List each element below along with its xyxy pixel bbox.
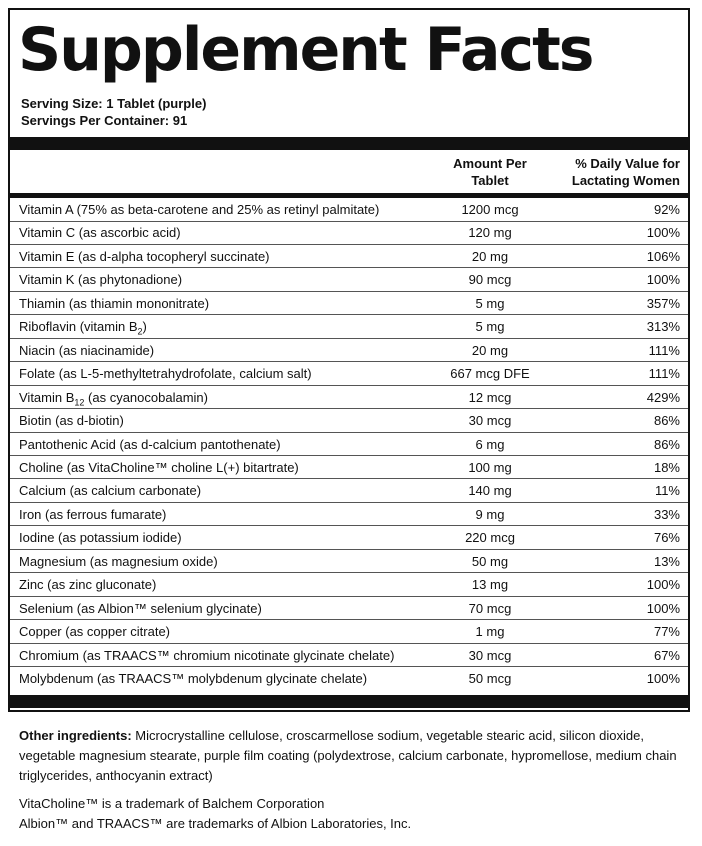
nutrient-row — [10, 620, 688, 644]
nutrient-daily-value: 11% — [654, 483, 680, 499]
nutrient-amount: 90 mcg — [468, 272, 512, 288]
nutrient-daily-value: 100% — [646, 671, 680, 686]
nutrient-name: Folate (as L-5-methyltetrahydrofolate, calcium salt) — [19, 366, 312, 382]
nutrient-amount: 50 mcg — [468, 671, 512, 686]
nutrient-daily-value: 86% — [653, 413, 680, 429]
nutrient-daily-value: 100% — [646, 600, 680, 616]
nutrient-daily-value: 313% — [646, 319, 680, 335]
nutrient-name-subscript: 2 — [137, 326, 143, 337]
nutrient-amount: 13 mg — [471, 577, 509, 593]
nutrient-amount: 50 mg — [471, 553, 509, 569]
nutrient-amount: 667 mcg DFE — [450, 366, 530, 382]
nutrient-name: Vitamin K (as phytonadione) — [19, 272, 183, 288]
other-ingredients — [19, 726, 687, 786]
nutrient-name: Iodine (as potassium iodide) — [19, 530, 182, 546]
nutrient-name: Iron (as ferrous fumarate) — [19, 506, 167, 522]
nutrient-amount: 220 mcg — [465, 530, 515, 546]
trademark-note-2: Albion™ and TRAACS™ are trademarks of Albion Laboratories, Inc. — [19, 816, 412, 831]
nutrient-name: Choline (as VitaCholine™ choline L(+) bitartrate) — [19, 459, 299, 475]
supplement-facts-panel — [8, 8, 690, 712]
nutrient-row — [10, 221, 688, 245]
nutrient-row — [10, 597, 688, 621]
nutrient-daily-value: 67% — [653, 647, 680, 663]
trademark-note-1: VitaCholine™ is a trademark of Balchem Corporation — [19, 796, 325, 811]
nutrient-name-text: (as cyanocobalamin) — [84, 389, 208, 405]
dv-header-line1: % Daily Value for — [575, 156, 680, 171]
nutrient-row — [10, 292, 688, 316]
nutrient-name: Vitamin C (as ascorbic acid) — [19, 225, 181, 241]
nutrient-row — [10, 245, 688, 269]
amount-header-line2: Tablet — [471, 173, 509, 188]
nutrient-amount: 5 mg — [475, 295, 505, 311]
nutrient-name: Vitamin A (75% as beta-carotene and 25% as retinyl palmitate) — [19, 202, 380, 217]
nutrient-name — [19, 389, 208, 408]
nutrient-daily-value: 106% — [646, 248, 680, 264]
nutrient-name: Zinc (as zinc gluconate) — [19, 577, 157, 593]
nutrient-daily-value: 13% — [653, 553, 680, 569]
nutrient-name-text: ) — [142, 319, 147, 335]
nutrient-amount: 1 mg — [475, 624, 505, 640]
nutrient-row — [10, 644, 688, 668]
amount-header-line1: Amount Per — [453, 156, 527, 171]
nutrient-daily-value: 33% — [653, 506, 680, 522]
nutrient-name: Selenium (as Albion™ selenium glycinate) — [19, 600, 262, 616]
nutrient-daily-value: 100% — [646, 225, 680, 241]
dv-header-line2: Lactating Women — [571, 173, 680, 188]
nutrient-amount: 20 mg — [471, 342, 509, 358]
nutrient-name: Biotin (as d-biotin) — [19, 413, 124, 429]
other-ingredients-label: Other ingredients: — [19, 728, 132, 743]
nutrient-row — [10, 315, 688, 339]
nutrient-row — [10, 339, 688, 363]
nutrient-daily-value: 100% — [646, 577, 680, 593]
nutrient-daily-value: 76% — [653, 530, 680, 546]
nutrient-name-text: Riboflavin (vitamin B — [19, 319, 138, 335]
nutrient-amount: 1200 mcg — [461, 202, 519, 217]
nutrient-row — [10, 386, 688, 410]
nutrient-daily-value: 100% — [646, 272, 680, 288]
nutrient-name: Niacin (as niacinamide) — [19, 342, 155, 358]
nutrient-amount: 12 mcg — [468, 389, 512, 405]
nutrient-row — [10, 268, 688, 292]
nutrient-row — [10, 433, 688, 457]
nutrient-name: Calcium (as calcium carbonate) — [19, 483, 202, 499]
nutrient-name: Molybdenum (as TRAACS™ molybdenum glycinate chelate) — [19, 671, 368, 686]
nutrient-amount: 100 mg — [468, 459, 512, 475]
thick-divider-bottom — [10, 695, 688, 708]
nutrient-daily-value: 111% — [648, 366, 680, 382]
nutrient-amount: 6 mg — [475, 436, 505, 452]
nutrient-daily-value: 357% — [646, 295, 680, 311]
nutrient-amount: 20 mg — [471, 248, 509, 264]
serving-size: Serving Size: 1 Tablet (purple) — [21, 96, 207, 111]
nutrient-row — [10, 503, 688, 527]
nutrient-daily-value: 86% — [653, 436, 680, 452]
panel-title: Supplement Facts — [18, 15, 593, 85]
nutrient-daily-value: 429% — [646, 389, 680, 405]
daily-value-column-header — [572, 155, 680, 189]
nutrient-name: Magnesium (as magnesium oxide) — [19, 553, 218, 569]
nutrient-row — [10, 456, 688, 480]
nutrient-amount: 30 mcg — [468, 647, 512, 663]
nutrient-row — [10, 198, 688, 222]
nutrient-name-text: Vitamin B — [19, 389, 75, 405]
nutrient-amount: 70 mcg — [468, 600, 512, 616]
nutrient-daily-value: 18% — [653, 459, 680, 475]
nutrient-amount: 9 mg — [475, 506, 505, 522]
nutrient-name: Thiamin (as thiamin mononitrate) — [19, 295, 210, 311]
nutrient-name: Pantothenic Acid (as d-calcium pantothenate) — [19, 436, 281, 452]
nutrient-daily-value: 111% — [648, 342, 680, 358]
nutrient-name: Copper (as copper citrate) — [19, 624, 171, 640]
servings-per-container: Servings Per Container: 91 — [21, 113, 188, 128]
nutrient-row — [10, 362, 688, 386]
nutrient-name-subscript: 12 — [74, 397, 85, 408]
nutrient-row — [10, 479, 688, 503]
nutrient-name: Chromium (as TRAACS™ chromium nicotinate glycinate chelate) — [19, 647, 395, 663]
nutrient-row — [10, 550, 688, 574]
nutrient-name: Vitamin E (as d-alpha tocopheryl succinate) — [19, 248, 270, 264]
nutrient-amount: 5 mg — [475, 319, 505, 335]
nutrient-amount: 30 mcg — [468, 413, 512, 429]
other-ingredients-text: Microcrystalline cellulose, croscarmellose sodium, vegetable stearic acid, silicon dioxide, vegetable magnesium stearate, purple film coating (polydextrose, calcium carbonate, hypromellose, medium chain triglycerides, anthocyanin extract) — [19, 728, 677, 783]
nutrient-name — [19, 319, 147, 337]
nutrient-row — [10, 573, 688, 597]
nutrient-amount: 140 mg — [468, 483, 512, 499]
nutrient-row — [10, 667, 688, 691]
nutrient-daily-value: 77% — [653, 624, 680, 640]
nutrient-row — [10, 409, 688, 433]
nutrient-row — [10, 526, 688, 550]
amount-column-header — [430, 155, 550, 189]
nutrient-amount: 120 mg — [468, 225, 512, 241]
thick-divider-top — [10, 137, 688, 150]
nutrient-daily-value: 92% — [653, 202, 680, 217]
